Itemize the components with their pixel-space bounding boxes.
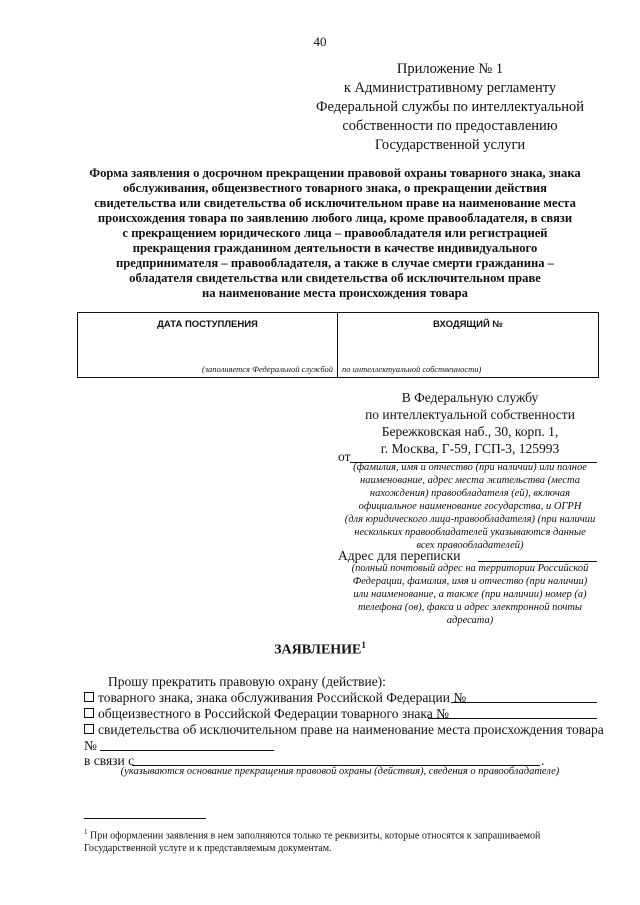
page-number: 40: [313, 34, 327, 49]
correspondence-note: [330, 562, 610, 627]
form-title: [60, 166, 610, 301]
trademark-checkbox[interactable]: [84, 692, 94, 702]
correspondence-note-line: Федерации, фамилия, имя и отчество (при наличии): [352, 576, 588, 587]
appendix-header: [300, 60, 600, 155]
from-note-line: нахождения) правообладателя (ей), включая: [369, 488, 571, 499]
recipient-address: [340, 389, 600, 457]
from-note-line: (фамилия, имя и отчество (при наличии) или полное: [353, 462, 587, 473]
form-title-line: обслуживания, общеизвестного товарного знака, о прекращении действия: [123, 181, 547, 195]
option-trademark: [84, 690, 466, 706]
registration-note-left: (заполняется Федеральной службой: [201, 364, 333, 374]
footnote-separator: [84, 818, 206, 819]
from-note-line: (для юридического лица-правообладателя) (при наличии: [344, 514, 596, 525]
trademark-number-line[interactable]: [451, 702, 597, 703]
footnote-marker: 1: [361, 640, 366, 650]
appendix-line: Приложение № 1: [396, 61, 504, 77]
appendix-line: Федеральной службы по интеллектуальной: [316, 99, 584, 115]
from-note-line: официальное наименование государства, и ОГРН: [358, 501, 582, 512]
recipient-line: г. Москва, Г-59, ГСП-3, 125993: [380, 441, 560, 456]
footnote-text: При оформлении заявления в нем заполняются только те реквизиты, которые относятся к запрашиваемой: [87, 830, 541, 842]
footnote-line: Государственной услуге и к представляемым документам.: [84, 843, 332, 855]
form-title-line: происхождения товара по заявлению любого лица, кроме правообладателя, в связи: [97, 211, 573, 225]
footnote: [84, 826, 594, 855]
form-title-line: обладателя свидетельства или свидетельства об исключительном праве: [129, 271, 541, 285]
statement-title-text: ЗАЯВЛЕНИЕ: [274, 642, 362, 658]
option-certificate: [84, 722, 604, 738]
option-well-known-label: общеизвестного в Российской Федерации товарного знака №: [98, 706, 450, 721]
option-certificate-label: свидетельства об исключительном праве на наименование места происхождения товара: [98, 722, 604, 737]
appendix-line: к Административному регламенту: [343, 80, 557, 96]
well-known-checkbox[interactable]: [84, 708, 94, 718]
from-note-line: всех правообладателей): [416, 540, 524, 551]
recipient-line: по интеллектуальной собственности: [365, 407, 575, 422]
recipient-line: В Федеральную службу: [401, 390, 539, 405]
basis-label: в связи с: [84, 753, 135, 768]
option-trademark-label: товарного знака, знака обслуживания Российской Федерации №: [98, 690, 467, 705]
certificate-number-line[interactable]: [100, 750, 274, 751]
option-well-known: [84, 706, 449, 722]
correspondence-note-line: адресата): [446, 615, 494, 626]
form-title-line: с прекращением юридического лица – правообладателя или регистрацией: [122, 226, 548, 240]
correspondence-label: Адрес для переписки: [338, 548, 461, 563]
basis-note: (указываются основание прекращения правовой охраны (действия), сведения о правообладателе): [120, 766, 560, 777]
from-note: [330, 461, 610, 552]
registration-note-right: по интеллектуальной собственности): [342, 364, 482, 374]
appendix-line: Государственной услуги: [374, 137, 526, 153]
footnote-number: 1: [84, 828, 88, 836]
correspondence-note-line: (полный почтовый адрес на территории Российской: [351, 563, 589, 574]
form-title-line: на наименование места происхождения товара: [202, 286, 468, 300]
incoming-number-header: ВХОДЯЩИЙ №: [432, 319, 504, 330]
footnote-line: [84, 826, 594, 842]
date-received-cell[interactable]: [78, 313, 338, 378]
basis-end: .: [541, 753, 545, 768]
recipient-line: Бережковская наб., 30, корп. 1,: [381, 424, 559, 439]
form-title-line: Форма заявления о досрочном прекращении правовой охраны товарного знака, знака: [89, 166, 581, 180]
statement-title: [0, 640, 640, 659]
form-title-line: предпринимателя – правообладателя, а также в случае смерти гражданина –: [116, 256, 554, 270]
appendix-line: собственности по предоставлению: [342, 118, 558, 134]
well-known-number-line[interactable]: [428, 718, 597, 719]
certificate-number-label: №: [84, 738, 97, 753]
from-note-line: нескольких правообладателей указываются данные: [354, 527, 586, 538]
certificate-checkbox[interactable]: [84, 724, 94, 734]
request-text: Прошу прекратить правовую охрану (действие):: [108, 674, 386, 689]
registration-table: [77, 312, 599, 378]
incoming-number-cell[interactable]: [338, 313, 599, 378]
correspondence-note-line: телефона (ов), факса и адрес электронной почты: [357, 602, 583, 613]
date-received-header: ДАТА ПОСТУПЛЕНИЯ: [157, 319, 258, 330]
from-label: от: [338, 449, 351, 464]
form-title-line: прекращения гражданином деятельности в качестве индивидуального: [132, 241, 538, 255]
form-title-line: свидетельства или свидетельства об исключительном праве на наименование места: [94, 196, 576, 210]
from-note-line: наименование, адрес места жительства (места: [359, 475, 581, 486]
correspondence-note-line: или наименование, а также (при наличии) номер (а): [353, 589, 587, 600]
